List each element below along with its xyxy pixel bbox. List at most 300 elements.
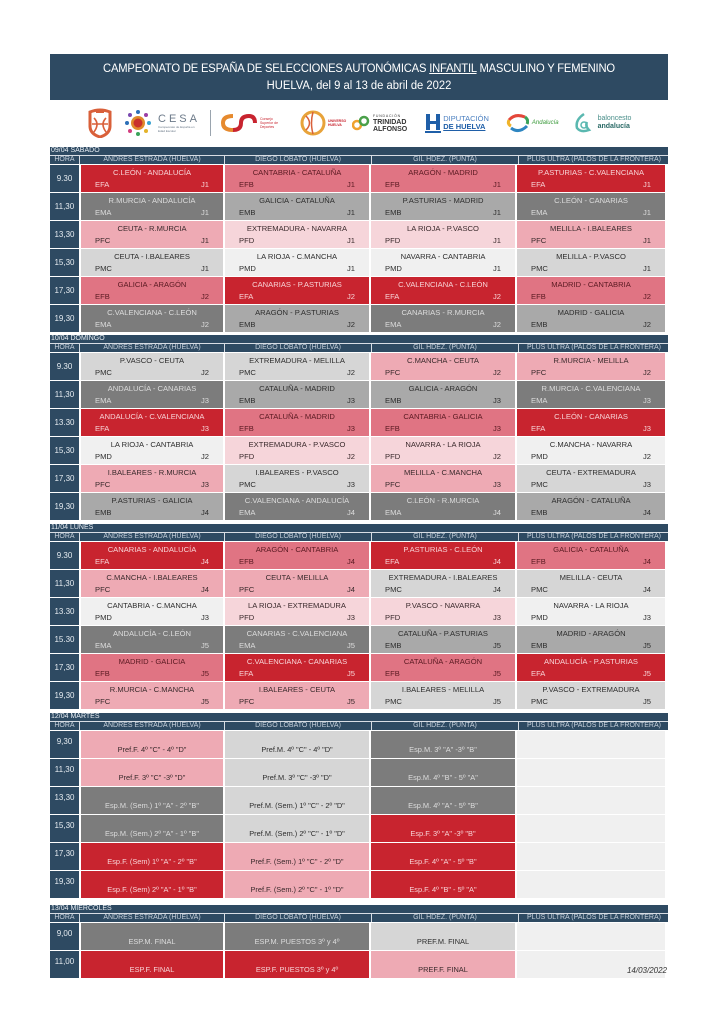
- match-category: EMB: [385, 396, 402, 405]
- match-cell: [515, 381, 665, 408]
- match-round: J4: [492, 585, 501, 594]
- time-cell: 13,30: [50, 221, 79, 248]
- column-header-venue: ANDRES ESTRADA (HUELVA): [79, 914, 224, 922]
- match-round: J1: [642, 264, 651, 273]
- match-category: EFB: [239, 180, 254, 189]
- knockout-cell: ESP.M. PUESTOS 3º y 4º: [223, 923, 369, 950]
- match-teams: ARAGÓN - P.ASTURIAS: [255, 308, 339, 317]
- match-teams: CEUTA - R.MURCIA: [117, 224, 187, 233]
- column-header-row: [50, 721, 668, 730]
- match-round: J5: [642, 669, 651, 678]
- match-cell: [369, 277, 515, 304]
- match-teams: CANTABRIA - CATALUÑA: [252, 168, 342, 177]
- column-header-row: [50, 532, 668, 541]
- match-category: EMB: [239, 396, 256, 405]
- match-round: J5: [200, 641, 209, 650]
- match-teams: C.LEÓN - ANDALUCÍA: [112, 168, 192, 177]
- match-round: J5: [200, 669, 209, 678]
- knockout-cell: Pref.F. (Sem.) 2º "C" - 1º "D": [223, 871, 369, 898]
- match-round: J2: [200, 292, 209, 301]
- match-round: J3: [492, 480, 501, 489]
- csd-text: Consejo Superior de Deportes: [259, 117, 279, 129]
- match-teams: NAVARRA - LA RIOJA: [553, 601, 629, 610]
- time-cell: 13.30: [50, 598, 79, 625]
- time-slot-row: [50, 870, 668, 898]
- match-category: PFC: [239, 697, 255, 706]
- match-cell: [79, 626, 223, 653]
- match-cell: [369, 165, 515, 192]
- time-cell: 11,30: [50, 381, 79, 408]
- match-teams: R.MURCIA - C.MANCHA: [109, 685, 195, 694]
- match-cell: [515, 437, 665, 464]
- match-teams: CEUTA - MELILLA: [265, 573, 329, 582]
- match-teams: NAVARRA - CANTABRIA: [400, 252, 486, 261]
- match-teams: LA RIOJA - C.MANCHA: [256, 252, 338, 261]
- match-round: J1: [642, 236, 651, 245]
- title-part: CAMPEONATO DE ESPAÑA DE SELECCIONES AUTONÓMICAS: [103, 61, 430, 75]
- match-round: J5: [492, 697, 501, 706]
- match-round: J1: [346, 236, 355, 245]
- match-category: PFC: [95, 585, 111, 594]
- match-round: J4: [642, 557, 651, 566]
- match-teams: P.ASTURIAS - C.VALENCIANA: [537, 168, 645, 177]
- match-cell: [223, 221, 369, 248]
- time-slot-row: [50, 492, 668, 520]
- time-slot-row: [50, 730, 668, 758]
- match-round: J2: [642, 292, 651, 301]
- knockout-cell: Esp.F. (Sem) 2º "A" - 1º "B": [79, 871, 223, 898]
- match-category: PFD: [239, 236, 255, 245]
- match-cell: [515, 654, 665, 681]
- match-round: J2: [200, 452, 209, 461]
- match-cell: [515, 193, 665, 220]
- knockout-cell: ESP.F. FINAL: [79, 951, 223, 978]
- empty-cell: [515, 815, 665, 842]
- match-cell: [369, 305, 515, 332]
- match-round: J4: [346, 585, 355, 594]
- baloncesto-text: baloncesto: [597, 115, 632, 122]
- match-round: J4: [200, 508, 209, 517]
- match-category: EFA: [531, 180, 546, 189]
- match-round: J3: [346, 480, 355, 489]
- column-header-hora: HORA: [54, 533, 75, 540]
- match-teams: MADRID - CANTABRIA: [551, 280, 631, 289]
- time-cell: 9.30: [50, 353, 79, 380]
- match-round: J3: [200, 396, 209, 405]
- match-cell: [223, 626, 369, 653]
- title-line-1: [75, 61, 644, 75]
- match-cell: [515, 305, 665, 332]
- match-round: J3: [642, 613, 651, 622]
- column-header-venue: DIEGO LOBATO (HUELVA): [224, 533, 371, 541]
- match-round: J3: [200, 480, 209, 489]
- trinidad-top-text: FUNDACIÓN: [372, 113, 401, 118]
- match-cell: [223, 381, 369, 408]
- match-round: J1: [200, 208, 209, 217]
- match-category: PFC: [95, 236, 111, 245]
- match-cell: [79, 542, 223, 569]
- time-cell: 19,30: [50, 682, 79, 709]
- match-category: PFD: [239, 613, 255, 622]
- match-teams: CANARIAS - C.VALENCIANA: [246, 629, 348, 638]
- match-teams: CANARIAS - P.ASTURIAS: [252, 280, 342, 289]
- match-category: PFD: [385, 236, 401, 245]
- match-round: J5: [642, 641, 651, 650]
- match-cell: [223, 682, 369, 709]
- match-category: PMC: [531, 480, 548, 489]
- time-slot-row: [50, 842, 668, 870]
- match-category: EFA: [531, 669, 546, 678]
- match-cell: [369, 570, 515, 597]
- match-round: J4: [200, 557, 209, 566]
- match-cell: [369, 465, 515, 492]
- title-underlined: INFANTIL: [429, 61, 477, 75]
- match-round: J2: [642, 452, 651, 461]
- match-teams: MADRID - ARAGÓN: [556, 629, 626, 638]
- match-cell: [369, 598, 515, 625]
- title-banner: [50, 54, 668, 100]
- cesa-emblem-icon: [124, 109, 152, 137]
- match-category: EFA: [385, 557, 400, 566]
- match-cell: [79, 221, 223, 248]
- universo-huelva-ball-icon: [300, 110, 326, 136]
- match-cell: [515, 249, 665, 276]
- match-teams: I.BALEARES - MELILLA: [401, 685, 485, 694]
- time-slot-row: [50, 380, 668, 408]
- match-category: EMB: [95, 508, 112, 517]
- match-cell: [369, 353, 515, 380]
- match-category: EMA: [385, 508, 402, 517]
- time-cell: 17,30: [50, 654, 79, 681]
- time-cell: 17,30: [50, 843, 79, 870]
- match-teams: MELILLA - I.BALEARES: [550, 224, 632, 233]
- match-round: J2: [346, 320, 355, 329]
- match-teams: ARAGÓN - MADRID: [408, 168, 478, 177]
- match-teams: LA RIOJA - P.VASCO: [407, 224, 479, 233]
- match-category: PMC: [239, 480, 256, 489]
- match-cell: [369, 542, 515, 569]
- day-header: 12/04 MARTES: [50, 713, 668, 721]
- match-round: J5: [346, 641, 355, 650]
- column-header-row: [50, 913, 668, 922]
- match-cell: [369, 221, 515, 248]
- match-category: EMA: [385, 320, 402, 329]
- match-round: J1: [492, 208, 501, 217]
- match-category: PFC: [531, 236, 547, 245]
- match-round: J3: [492, 424, 501, 433]
- knockout-cell: Pref.F. 4º "C" - 4º "D": [79, 731, 223, 758]
- match-cell: [79, 409, 223, 436]
- column-header-venue: PLUS ULTRA (PALOS DE LA FRONTERA): [518, 156, 669, 164]
- match-category: EMB: [531, 508, 548, 517]
- time-cell: 9.30: [50, 165, 79, 192]
- match-teams: C.LEÓN - CANARIAS: [554, 412, 628, 421]
- match-teams: CEUTA - I.BALEARES: [114, 252, 190, 261]
- match-cell: [515, 570, 665, 597]
- empty-cell: [515, 787, 665, 814]
- match-teams: MELILLA - CEUTA: [559, 573, 623, 582]
- document-date: 14/03/2022: [626, 966, 667, 975]
- column-header-hora: HORA: [54, 156, 75, 163]
- time-slot-row: [50, 653, 668, 681]
- match-cell: [369, 493, 515, 520]
- match-category: EMA: [95, 320, 112, 329]
- match-round: J3: [642, 424, 651, 433]
- day-header: 13/04 MIÉRCOLES: [50, 905, 668, 913]
- match-round: J2: [642, 368, 651, 377]
- match-teams: MELILLA - C.MANCHA: [403, 468, 483, 477]
- match-round: J3: [642, 396, 651, 405]
- match-category: EFB: [385, 424, 400, 433]
- match-category: PMC: [95, 264, 112, 273]
- time-slot-row: [50, 541, 668, 569]
- time-cell: 15,30: [50, 815, 79, 842]
- cesa-text: CESA: [158, 113, 200, 125]
- match-cell: [369, 381, 515, 408]
- match-cell: [515, 277, 665, 304]
- match-round: J3: [200, 424, 209, 433]
- column-header-hora: HORA: [54, 722, 75, 729]
- match-teams: P.ASTURIAS - MADRID: [402, 196, 484, 205]
- match-round: J4: [346, 557, 355, 566]
- match-category: EMB: [531, 320, 548, 329]
- match-round: J5: [492, 669, 501, 678]
- match-cell: [79, 165, 223, 192]
- match-category: EFB: [531, 557, 546, 566]
- match-round: J1: [346, 264, 355, 273]
- time-cell: 13.30: [50, 409, 79, 436]
- universo-huelva-logo: [300, 108, 347, 138]
- match-round: J4: [492, 508, 501, 517]
- match-round: J1: [346, 208, 355, 217]
- match-round: J3: [346, 424, 355, 433]
- column-header-hora: HORA: [54, 914, 75, 921]
- match-teams: CATALUÑA - MADRID: [259, 384, 335, 393]
- match-teams: CANTABRIA - C.MANCHA: [107, 601, 197, 610]
- match-category: EMA: [95, 641, 112, 650]
- match-category: PFC: [531, 368, 547, 377]
- time-cell: 9.30: [50, 542, 79, 569]
- knockout-cell: Esp.M. 4º "A" - 5º "B": [369, 787, 515, 814]
- match-cell: [79, 381, 223, 408]
- match-category: EMA: [531, 208, 548, 217]
- match-teams: I.BALEARES - CEUTA: [258, 685, 336, 694]
- match-cell: [369, 249, 515, 276]
- match-category: PFD: [385, 613, 401, 622]
- match-cell: [515, 409, 665, 436]
- time-cell: 17,30: [50, 465, 79, 492]
- match-cell: [223, 277, 369, 304]
- match-round: J5: [492, 641, 501, 650]
- match-cell: [223, 193, 369, 220]
- match-teams: C.VALENCIANA - ANDALUCÍA: [244, 496, 350, 505]
- time-slot-row: [50, 248, 668, 276]
- trinidad-alfonso-icon: [352, 115, 370, 131]
- baloncesto-andalucia-icon: [573, 112, 595, 134]
- column-header-row: [50, 343, 668, 352]
- day-block: [50, 335, 668, 520]
- feb-shield-icon: [88, 108, 112, 138]
- match-category: EMA: [531, 396, 548, 405]
- sponsor-logos: [50, 102, 668, 144]
- column-header-hora: HORA: [54, 344, 75, 351]
- knockout-cell: Pref.F. 3º "C" -3º "D": [79, 759, 223, 786]
- match-cell: [223, 654, 369, 681]
- diputacion-bot-text: DE HUELVA: [443, 122, 486, 131]
- match-cell: [79, 193, 223, 220]
- time-slot-row: [50, 436, 668, 464]
- match-round: J2: [346, 292, 355, 301]
- column-header-venue: PLUS ULTRA (PALOS DE LA FRONTERA): [518, 344, 669, 352]
- match-category: PMC: [239, 368, 256, 377]
- match-round: J1: [492, 180, 501, 189]
- match-round: J4: [492, 557, 501, 566]
- time-slot-row: [50, 352, 668, 380]
- match-cell: [369, 626, 515, 653]
- match-cell: [515, 598, 665, 625]
- andalucia-text: Andalucía: [531, 120, 559, 126]
- match-round: J4: [200, 585, 209, 594]
- time-cell: 13,30: [50, 787, 79, 814]
- match-round: J2: [200, 320, 209, 329]
- match-teams: MADRID - GALICIA: [557, 308, 625, 317]
- match-category: EFA: [95, 424, 110, 433]
- column-header-venue: GIL HDEZ. (PUNTA): [371, 914, 518, 922]
- match-round: J2: [200, 368, 209, 377]
- match-teams: MELILLA - P.VASCO: [556, 252, 626, 261]
- match-cell: [515, 353, 665, 380]
- knockout-cell: Esp.F. (Sem) 1º "A" - 2º "B": [79, 843, 223, 870]
- match-category: EFA: [531, 424, 546, 433]
- match-cell: [79, 598, 223, 625]
- time-cell: 19,30: [50, 871, 79, 898]
- match-round: J2: [492, 368, 501, 377]
- empty-cell: [515, 923, 665, 950]
- match-teams: GALICIA - ARAGÓN: [117, 280, 187, 289]
- csd-mark-icon: [221, 113, 257, 133]
- day-block: [50, 713, 668, 898]
- match-teams: GALICIA - CATALUÑA: [553, 545, 629, 554]
- match-cell: [79, 277, 223, 304]
- match-teams: LA RIOJA - CANTABRIA: [110, 440, 194, 449]
- match-category: PMC: [95, 368, 112, 377]
- match-cell: [223, 353, 369, 380]
- time-slot-row: [50, 625, 668, 653]
- diputacion-h-icon: [425, 113, 441, 133]
- match-cell: [223, 493, 369, 520]
- andalucia-basket-text: andalucía: [597, 123, 630, 130]
- title-line-2: HUELVA, del 9 al 13 de abril de 2022: [266, 78, 452, 92]
- column-header-venue: ANDRES ESTRADA (HUELVA): [79, 156, 224, 164]
- match-round: J3: [346, 396, 355, 405]
- match-cell: [79, 353, 223, 380]
- time-slot-row: [50, 464, 668, 492]
- match-cell: [223, 249, 369, 276]
- column-header-venue: PLUS ULTRA (PALOS DE LA FRONTERA): [518, 533, 669, 541]
- match-cell: [79, 654, 223, 681]
- match-category: EFA: [239, 292, 254, 301]
- match-round: J1: [642, 208, 651, 217]
- knockout-cell: PREF.M. FINAL: [369, 923, 515, 950]
- feb-logo: [88, 108, 112, 138]
- time-slot-row: [50, 164, 668, 192]
- match-teams: ANDALUCÍA - CANARIAS: [107, 384, 197, 393]
- column-header-venue: ANDRES ESTRADA (HUELVA): [79, 344, 224, 352]
- match-teams: P.ASTURIAS - GALICIA: [111, 496, 193, 505]
- time-slot-row: [50, 192, 668, 220]
- match-teams: EXTREMADURA - P.VASCO: [248, 440, 346, 449]
- knockout-cell: ESP.M. FINAL: [79, 923, 223, 950]
- column-header-venue: ANDRES ESTRADA (HUELVA): [79, 722, 224, 730]
- match-teams: C.MANCHA - NAVARRA: [549, 440, 633, 449]
- column-header-venue: DIEGO LOBATO (HUELVA): [224, 344, 371, 352]
- match-teams: R.MURCIA - ANDALUCÍA: [108, 196, 196, 205]
- match-category: PFC: [95, 697, 111, 706]
- column-header-venue: GIL HDEZ. (PUNTA): [371, 722, 518, 730]
- match-category: EFB: [95, 292, 110, 301]
- match-category: PFC: [239, 585, 255, 594]
- match-teams: GALICIA - ARAGÓN: [408, 384, 478, 393]
- match-round: J1: [200, 236, 209, 245]
- match-teams: R.MURCIA - C.VALENCIANA: [541, 384, 641, 393]
- match-cell: [79, 570, 223, 597]
- match-category: EFA: [95, 180, 110, 189]
- time-cell: 11,30: [50, 193, 79, 220]
- column-header-venue: GIL HDEZ. (PUNTA): [371, 344, 518, 352]
- match-round: J2: [346, 368, 355, 377]
- time-slot-row: [50, 950, 668, 978]
- time-slot-row: [50, 276, 668, 304]
- cesa-logo: [124, 108, 211, 138]
- match-category: PMC: [531, 585, 548, 594]
- day-block: [50, 524, 668, 709]
- match-teams: ARAGÓN - CATALUÑA: [551, 496, 631, 505]
- day-header: 11/04 LUNES: [50, 524, 668, 532]
- match-teams: I.BALEARES - R.MURCIA: [107, 468, 197, 477]
- match-category: EMA: [239, 508, 256, 517]
- match-round: J2: [346, 452, 355, 461]
- diputacion-top-text: DIPUTACIÓN: [443, 114, 489, 123]
- match-category: PMD: [531, 613, 548, 622]
- time-cell: 9,00: [50, 923, 79, 950]
- match-cell: [79, 493, 223, 520]
- knockout-cell: ESP.F. PUESTOS 3º y 4º: [223, 951, 369, 978]
- match-category: PFC: [385, 480, 401, 489]
- knockout-cell: Esp.F. 3º "A" -3º "B": [369, 815, 515, 842]
- match-round: J5: [200, 697, 209, 706]
- match-category: EMB: [239, 208, 256, 217]
- match-round: J4: [642, 585, 651, 594]
- match-cell: [515, 626, 665, 653]
- logo-divider: [210, 110, 211, 136]
- match-category: EFB: [95, 669, 110, 678]
- match-teams: P.VASCO - EXTREMADURA: [542, 685, 640, 694]
- match-cell: [223, 305, 369, 332]
- match-cell: [515, 542, 665, 569]
- column-header-venue: GIL HDEZ. (PUNTA): [371, 156, 518, 164]
- empty-cell: [515, 759, 665, 786]
- match-teams: C.VALENCIANA - C.LEÓN: [398, 280, 488, 289]
- match-cell: [515, 493, 665, 520]
- empty-cell: [515, 731, 665, 758]
- knockout-cell: PREF.F. FINAL: [369, 951, 515, 978]
- match-round: J3: [492, 396, 501, 405]
- knockout-cell: Esp.M. 4º "B" - 5º "A": [369, 759, 515, 786]
- match-teams: CATALUÑA - ARAGÓN: [403, 657, 483, 666]
- match-cell: [223, 465, 369, 492]
- time-cell: 15,30: [50, 249, 79, 276]
- match-cell: [79, 249, 223, 276]
